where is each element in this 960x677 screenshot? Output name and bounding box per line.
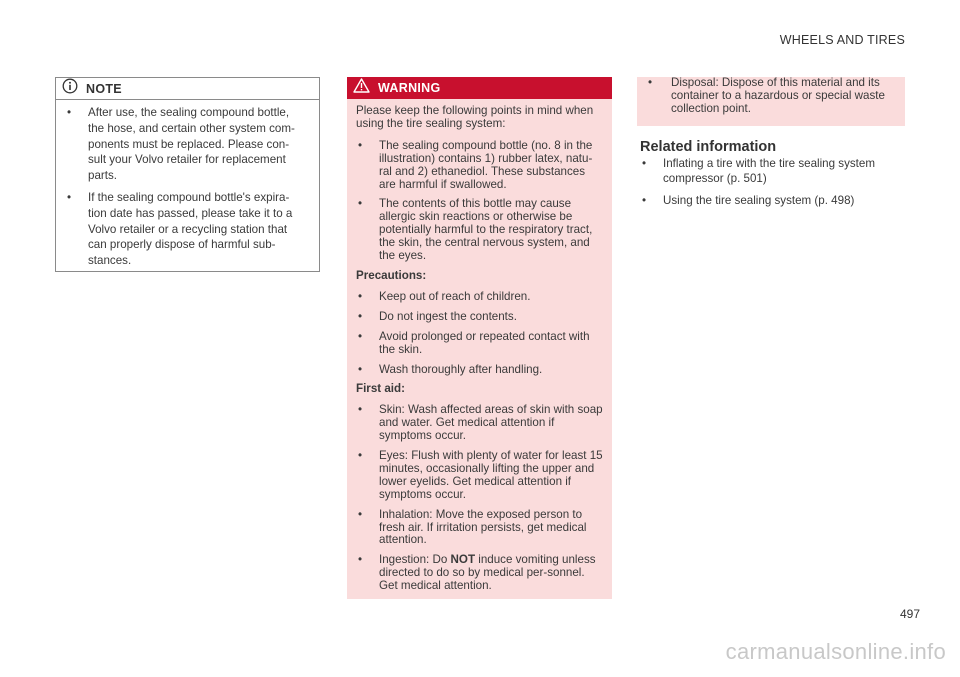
warning-item: • The sealing compound bottle (no. 8 in the illustration) contains 1) rubber latex, natu-ral and 2) ethanediol. These substances are harmful if swallowed. xyxy=(356,140,604,192)
note-box xyxy=(55,77,320,272)
ingestion-prefix: Ingestion: Do xyxy=(379,553,451,567)
note-item: • After use, the sealing compound bottle, the hose, and certain other system com-ponents must be replaced. Please con-sult your Volvo retailer for replacement parts. xyxy=(64,105,303,184)
related-link[interactable]: • Using the tire sealing system (p. 498) xyxy=(640,193,902,208)
precaution-item: • Wash thoroughly after handling. xyxy=(356,364,604,377)
note-title: NOTE xyxy=(86,81,122,96)
running-header: WHEELS AND TIRES xyxy=(779,33,905,47)
note-item: • If the sealing compound bottle's expira-tion date has passed, please take it to a Volvo retailer or a recycling station that can properly dispose of harmful sub-stances. xyxy=(64,190,303,269)
precaution-item: • Keep out of reach of children. xyxy=(356,291,604,304)
warning-continued-box xyxy=(637,77,905,126)
first-aid-item: • Skin: Wash affected areas of skin with soap and water. Get medical attention if symptoms occur. xyxy=(356,404,604,443)
first-aid-item: • Inhalation: Move the exposed person to fresh air. If irritation persists, get medical attention. xyxy=(356,509,604,548)
precaution-item: • Do not ingest the contents. xyxy=(356,311,604,324)
warning-title: WARNING xyxy=(378,81,441,95)
first-aid-item: • Eyes: Flush with plenty of water for least 15 minutes, occasionally lifting the upper and lower eyelids. Get medical attention if symptoms occur. xyxy=(356,450,604,502)
note-header xyxy=(56,78,319,100)
warning-triangle-icon xyxy=(353,78,378,98)
first-aid-heading: First aid: xyxy=(356,382,405,396)
page-number: 497 xyxy=(899,607,920,621)
precautions-heading: Precautions: xyxy=(356,268,427,282)
warning-box xyxy=(347,77,612,599)
note-body xyxy=(56,100,319,269)
related-links-list xyxy=(640,156,902,215)
ingestion-emphasis: NOT xyxy=(450,553,476,567)
watermark: carmanualsonline.info xyxy=(725,639,946,664)
ingestion-suffix: induce vomiting unless directed to do so by medical per-sonnel. Get medical attention. xyxy=(379,553,596,593)
warning-intro: Please keep the following points in mind when using the tire sealing system: xyxy=(356,104,594,130)
warning-body xyxy=(347,99,612,593)
precaution-item: • Avoid prolonged or repeated contact with the skin. xyxy=(356,331,604,357)
first-aid-item-ingestion xyxy=(356,554,604,593)
disposal-item: • Disposal: Dispose of this material and its container to a hazardous or special waste collection point. xyxy=(646,77,897,116)
warning-header xyxy=(347,77,612,99)
info-icon xyxy=(62,78,86,99)
warning-item: • The contents of this bottle may cause allergic skin reactions or otherwise be potentially harmful to the respiratory tract, the skin, the central nervous system, and the eyes. xyxy=(356,198,604,263)
related-information-heading: Related information xyxy=(640,139,777,155)
related-link[interactable]: • Inflating a tire with the tire sealing system compressor (p. 501) xyxy=(640,156,902,186)
